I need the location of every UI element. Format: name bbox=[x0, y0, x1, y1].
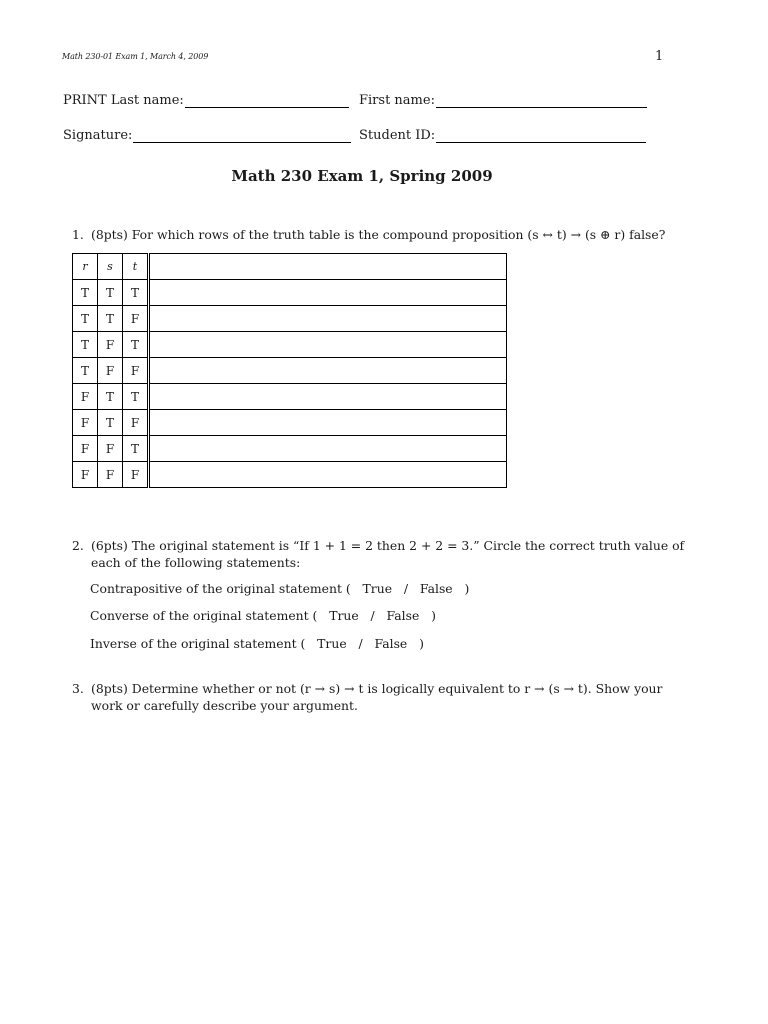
cell-t: F bbox=[123, 410, 149, 436]
answer-cell[interactable] bbox=[149, 436, 507, 462]
answer-cell[interactable] bbox=[149, 462, 507, 488]
converse-statement[interactable]: Converse of the original statement ( True / False ) bbox=[90, 608, 436, 623]
cell-s: F bbox=[98, 462, 123, 488]
student-id-line bbox=[436, 128, 646, 143]
table-row bbox=[73, 332, 507, 358]
signature-line bbox=[133, 128, 351, 143]
cell-s: T bbox=[98, 384, 123, 410]
first-name-line bbox=[436, 93, 647, 108]
first-name-field[interactable] bbox=[359, 93, 647, 108]
contrapositive-statement[interactable]: Contrapositive of the original statement ( True / False ) bbox=[90, 581, 470, 596]
table-row bbox=[73, 410, 507, 436]
question-2-number: 2. bbox=[72, 538, 84, 553]
cell-r: F bbox=[73, 462, 98, 488]
answer-cell[interactable] bbox=[149, 384, 507, 410]
cell-t: F bbox=[123, 358, 149, 384]
question-3-line1: (8pts) Determine whether or not (r → s) → t is logically equivalent to r → (s → t). Show your bbox=[91, 681, 663, 696]
cell-s: T bbox=[98, 280, 123, 306]
running-head: Math 230-01 Exam 1, March 4, 2009 bbox=[62, 52, 209, 61]
truth-table bbox=[72, 253, 507, 488]
first-name-label: First name: bbox=[359, 93, 435, 108]
answer-cell[interactable] bbox=[149, 358, 507, 384]
cell-r: F bbox=[73, 384, 98, 410]
cell-t: T bbox=[123, 280, 149, 306]
answer-cell[interactable] bbox=[149, 280, 507, 306]
signature-field[interactable] bbox=[63, 128, 351, 143]
question-3-line2: work or carefully describe your argument. bbox=[91, 698, 358, 713]
signature-label: Signature: bbox=[63, 128, 133, 143]
question-2-line2: each of the following statements: bbox=[91, 555, 301, 570]
cell-r: F bbox=[73, 410, 98, 436]
cell-r: F bbox=[73, 436, 98, 462]
student-id-label: Student ID: bbox=[359, 128, 436, 143]
exam-title: Math 230 Exam 1, Spring 2009 bbox=[231, 167, 493, 185]
table-row bbox=[73, 436, 507, 462]
cell-s: T bbox=[98, 410, 123, 436]
question-1-number: 1. bbox=[72, 227, 84, 242]
cell-r: T bbox=[73, 358, 98, 384]
header-s: s bbox=[98, 254, 123, 280]
truth-table-header bbox=[73, 254, 507, 280]
answer-cell[interactable] bbox=[149, 306, 507, 332]
question-3-number: 3. bbox=[72, 681, 84, 696]
cell-r: T bbox=[73, 332, 98, 358]
question-1-text: (8pts) For which rows of the truth table is the compound proposition (s ↔ t) → (s ⊕ r) false? bbox=[91, 227, 666, 242]
cell-s: F bbox=[98, 436, 123, 462]
last-name-field[interactable] bbox=[63, 93, 349, 108]
page-number: 1 bbox=[655, 49, 664, 64]
cell-r: T bbox=[73, 306, 98, 332]
table-row bbox=[73, 306, 507, 332]
answer-cell[interactable] bbox=[149, 254, 507, 280]
cell-t: T bbox=[123, 384, 149, 410]
table-row bbox=[73, 384, 507, 410]
table-row bbox=[73, 280, 507, 306]
cell-t: F bbox=[123, 462, 149, 488]
question-2-line1: (6pts) The original statement is “If 1 + 1 = 2 then 2 + 2 = 3.” Circle the correct truth value of bbox=[91, 538, 685, 553]
last-name-line bbox=[185, 93, 349, 108]
cell-r: T bbox=[73, 280, 98, 306]
inverse-statement[interactable]: Inverse of the original statement ( True / False ) bbox=[90, 636, 424, 651]
cell-s: F bbox=[98, 358, 123, 384]
table-row bbox=[73, 462, 507, 488]
student-id-field[interactable] bbox=[359, 128, 646, 143]
cell-s: F bbox=[98, 332, 123, 358]
cell-t: F bbox=[123, 306, 149, 332]
last-name-label: PRINT Last name: bbox=[63, 93, 184, 108]
answer-cell[interactable] bbox=[149, 410, 507, 436]
header-r: r bbox=[73, 254, 98, 280]
answer-cell[interactable] bbox=[149, 332, 507, 358]
header-t: t bbox=[123, 254, 149, 280]
cell-t: T bbox=[123, 436, 149, 462]
cell-s: T bbox=[98, 306, 123, 332]
cell-t: T bbox=[123, 332, 149, 358]
table-row bbox=[73, 358, 507, 384]
